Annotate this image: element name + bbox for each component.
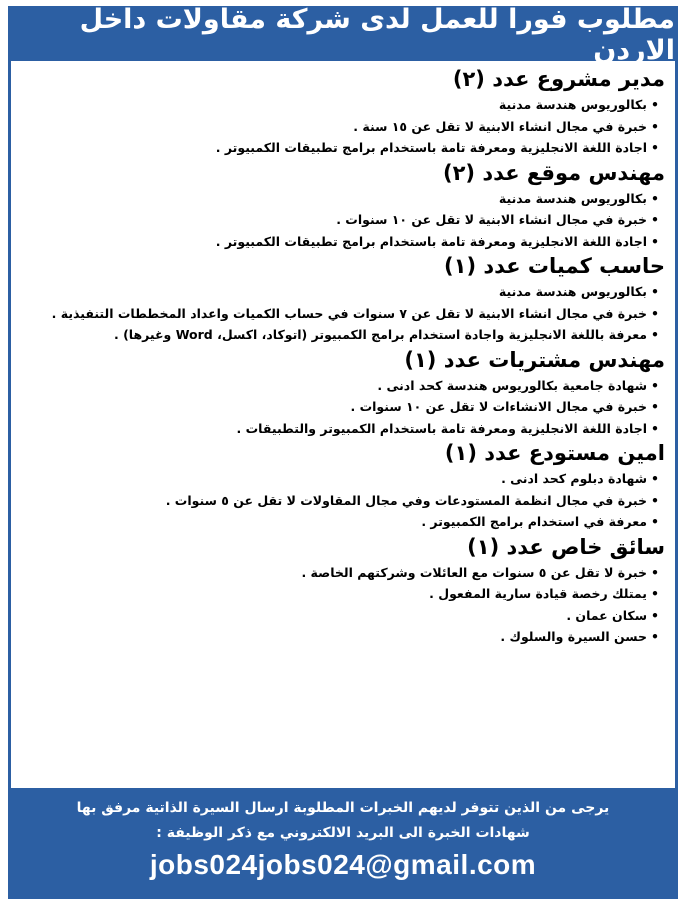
requirement-item: • بكالوريوس هندسة مدنية bbox=[17, 94, 665, 116]
job-procurement-engineer bbox=[17, 346, 665, 440]
job-private-driver bbox=[17, 533, 665, 648]
requirement-item: • اجادة اللغة الانجليزية ومعرفة تامة باستخدام برامج تطبيقات الكمبيوتر . bbox=[17, 231, 665, 253]
requirements-list bbox=[17, 94, 665, 159]
application-instructions: يرجى من الذين تتوفر لديهم الخبرات المطلوبة ارسال السيرة الذاتية مرفق بها bbox=[76, 800, 610, 816]
job-advertisement bbox=[8, 6, 678, 899]
requirement-item: • بكالوريوس هندسة مدنية bbox=[17, 188, 665, 210]
requirement-item: • يمتلك رخصة قيادة سارية المفعول . bbox=[17, 583, 665, 605]
job-project-manager bbox=[17, 65, 665, 159]
requirement-item: • سكان عمان . bbox=[17, 605, 665, 627]
job-title: امين مستودع عدد (١) bbox=[444, 441, 665, 465]
job-title: مهندس مشتريات عدد (١) bbox=[404, 347, 665, 372]
job-title: سائق خاص عدد (١) bbox=[467, 534, 665, 559]
job-listings bbox=[17, 65, 665, 787]
requirement-item: • شهادة جامعية بكالوريوس هندسة كحد ادنى . bbox=[17, 375, 665, 397]
requirements-list bbox=[17, 188, 665, 253]
requirement-item: • اجادة اللغة الانجليزية ومعرفة تامة باستخدام الكمبيوتر والتطبيقات . bbox=[17, 418, 665, 440]
job-storekeeper bbox=[17, 439, 665, 533]
requirement-item: • خبرة في مجال انشاء الابنية لا تقل عن ١٠ سنوات . bbox=[17, 209, 665, 231]
ad-title: مطلوب فوراً للعمل لدى شركة مقاولات داخل الاردن bbox=[79, 4, 675, 66]
requirements-list bbox=[17, 281, 665, 346]
requirement-item: • خبرة لا تقل عن ٥ سنوات مع العائلات وشركتهم الخاصة . bbox=[17, 562, 665, 584]
requirement-item: • بكالوريوس هندسة مدنية bbox=[17, 281, 665, 303]
requirement-item: • خبرة في مجال انظمة المستودعات وفي مجال المقاولات لا تقل عن ٥ سنوات . bbox=[17, 490, 665, 512]
requirements-list bbox=[17, 562, 665, 648]
ad-header bbox=[11, 4, 675, 66]
requirement-item: • خبرة في مجال الانشاءات لا تقل عن ١٠ سنوات . bbox=[17, 396, 665, 418]
job-site-engineer bbox=[17, 159, 665, 253]
requirement-item: • شهادة دبلوم كحد ادنى . bbox=[17, 468, 665, 490]
job-title: مهندس موقع عدد (٢) bbox=[442, 160, 665, 185]
requirements-list bbox=[17, 468, 665, 533]
job-title: مدير مشروع عدد (٢) bbox=[452, 67, 665, 91]
requirement-item: • خبرة في مجال انشاء الابنية لا تقل عن ١٥ سنة . bbox=[17, 116, 665, 138]
requirements-list bbox=[17, 375, 665, 440]
requirement-item: • معرفة في استخدام برامج الكمبيوتر . bbox=[17, 511, 665, 533]
requirement-item: • حسن السيرة والسلوك . bbox=[17, 626, 665, 648]
job-quantity-surveyor bbox=[17, 252, 665, 346]
job-title: حاسب كميات عدد (١) bbox=[444, 254, 665, 278]
application-instructions-2: شهادات الخبرة الى البريد الالكتروني مع ذكر الوظيفة : bbox=[156, 825, 530, 841]
requirement-item: • خبرة في مجال انشاء الابنية لا تقل عن ٧ سنوات في حساب الكميات واعداد المخططات التنفيذية . bbox=[17, 303, 665, 325]
requirement-item: • اجادة اللغة الانجليزية ومعرفة تامة باستخدام برامج تطبيقات الكمبيوتر . bbox=[17, 137, 665, 159]
contact-email: jobs024jobs024@gmail.com bbox=[149, 849, 537, 880]
ad-footer bbox=[11, 788, 675, 896]
requirement-item: • معرفة باللغة الانجليزية واجادة استخدام برامج الكمبيوتر (اتوكاد، اكسل، Word وغيرها) . bbox=[17, 324, 665, 346]
